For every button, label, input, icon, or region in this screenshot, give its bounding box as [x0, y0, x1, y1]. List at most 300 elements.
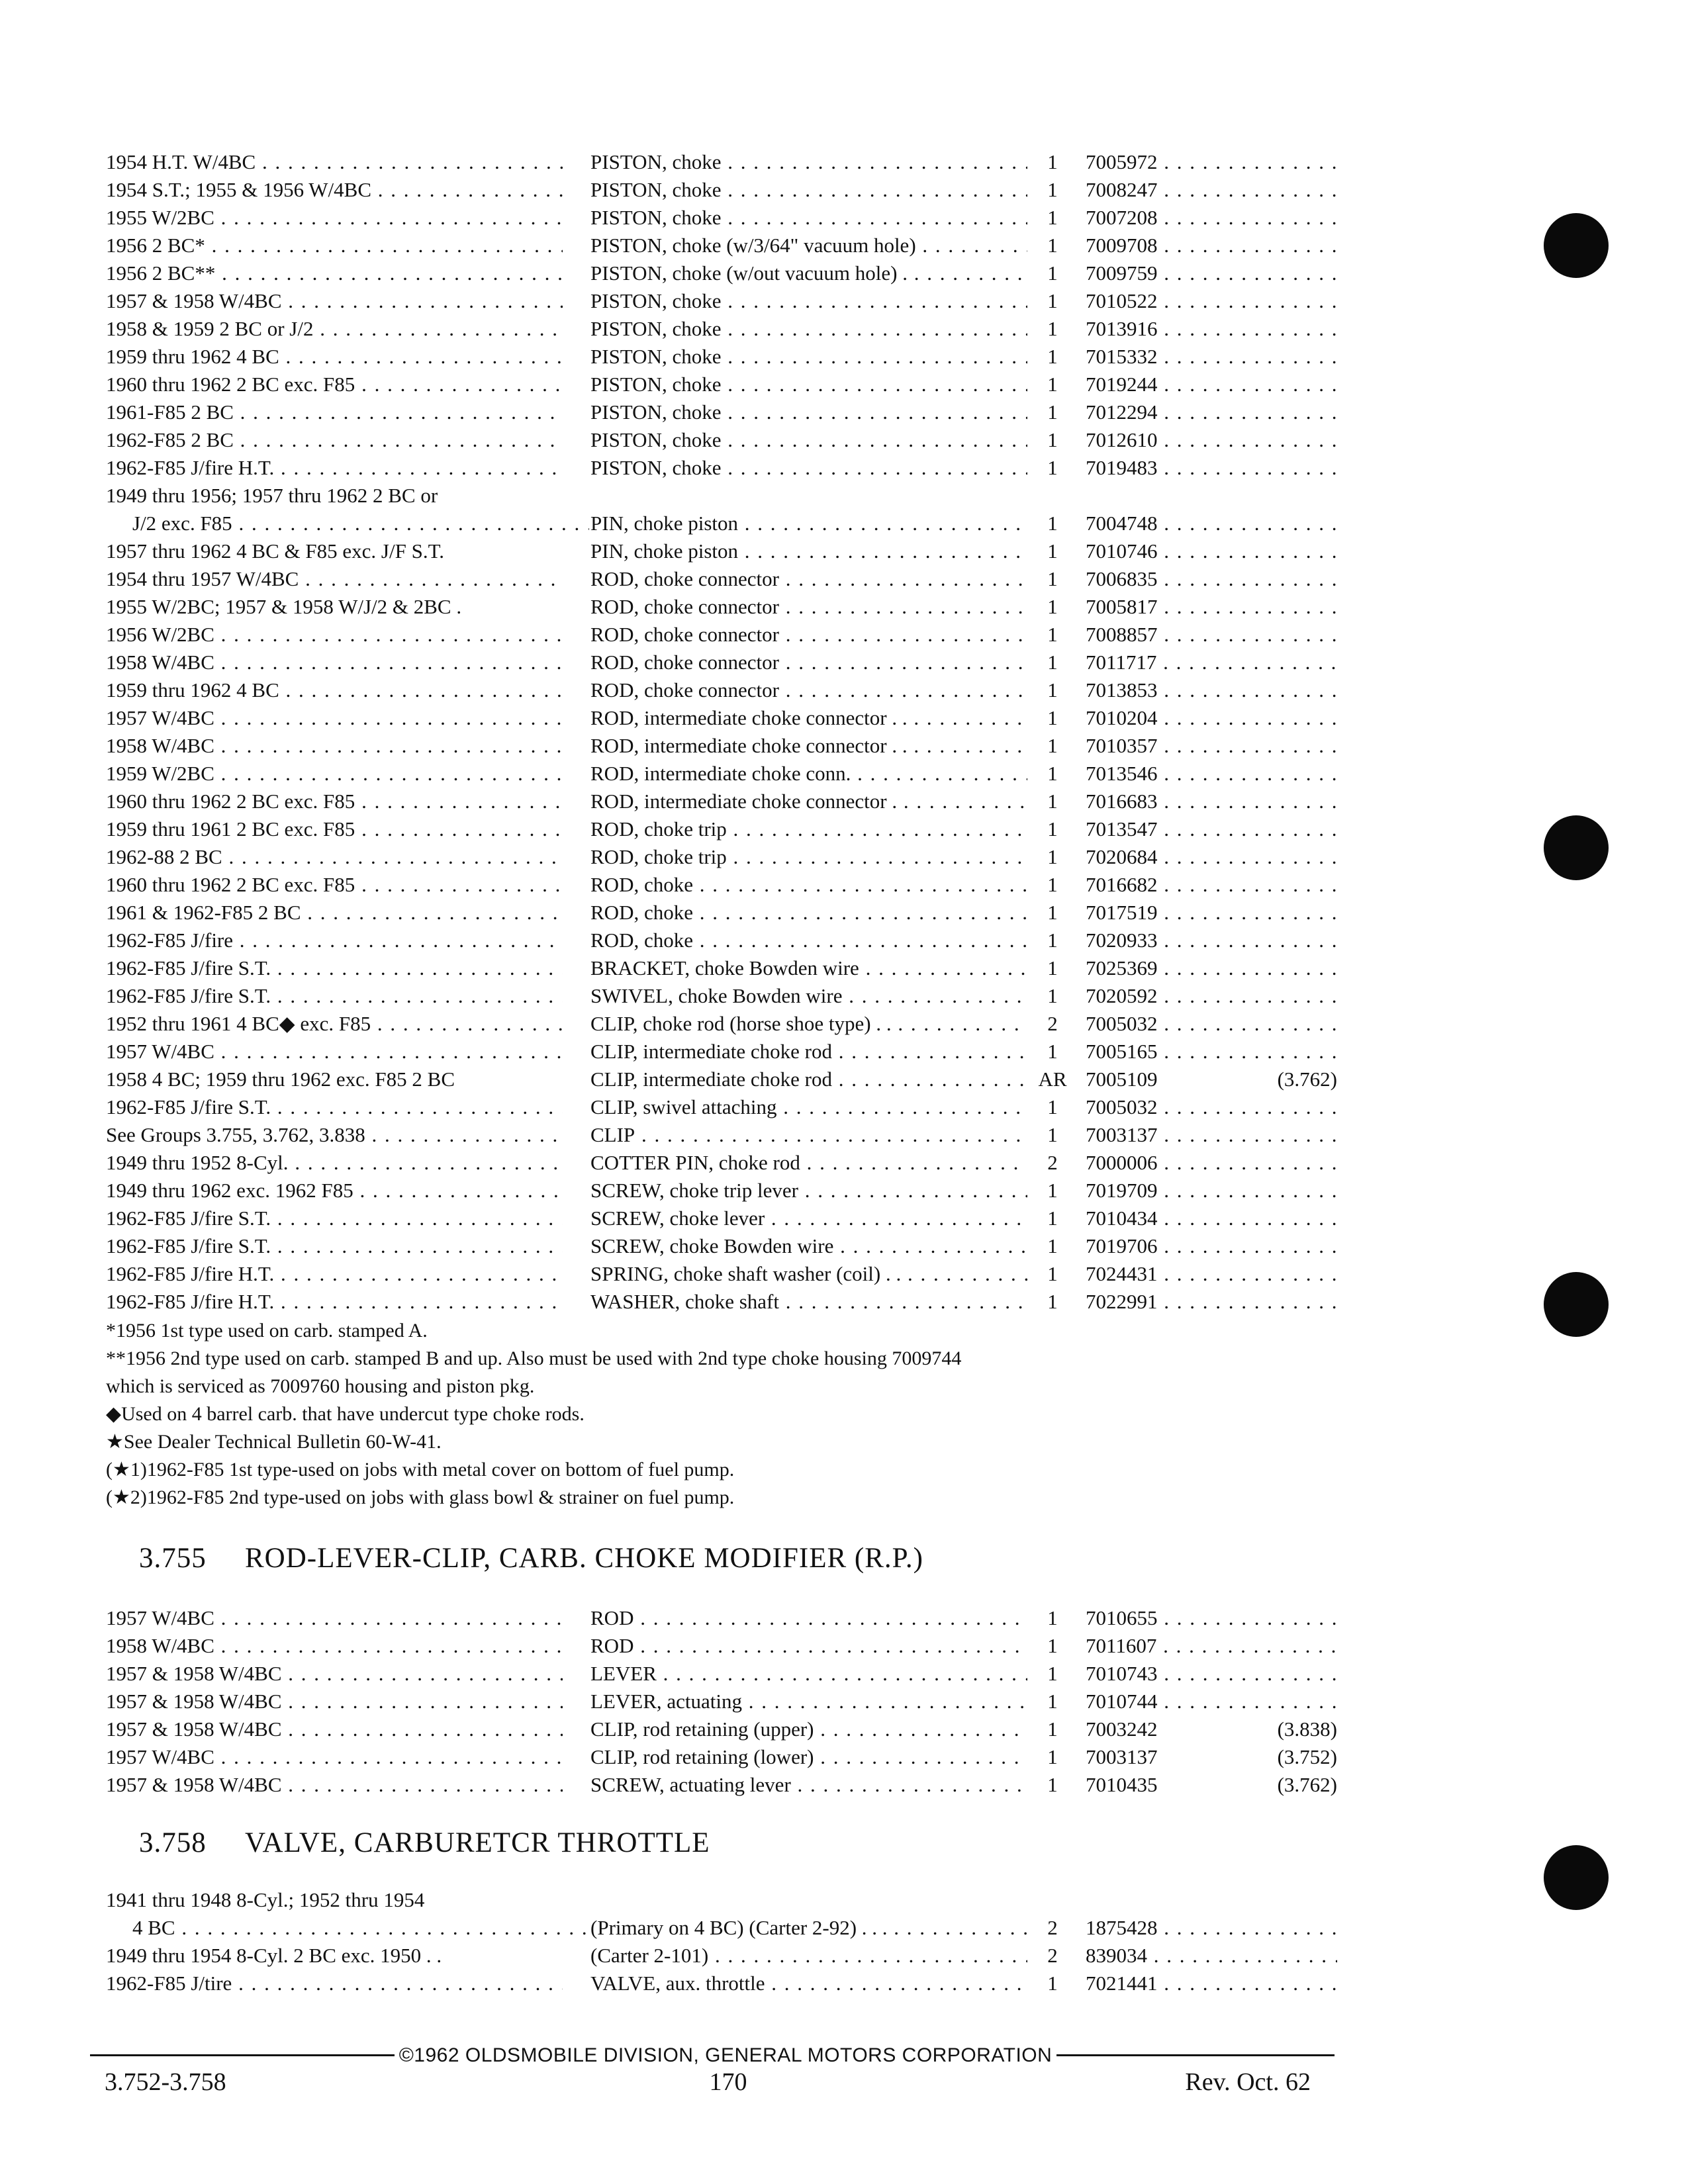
part-number-cell — [1086, 1010, 1337, 1038]
group-reference: (3.838) — [1277, 1717, 1337, 1741]
table-row — [106, 1660, 1337, 1688]
part-name-cell: VALVE, aux. throttle . . . — [590, 1970, 1027, 1997]
part-number-cell — [1086, 871, 1337, 899]
part-name-cell: BRACKET, choke Bowden wire . . . — [590, 954, 1027, 982]
table-row — [106, 760, 1337, 788]
part-number: 7005165 . . . — [1086, 1038, 1337, 1066]
part-number-cell — [1086, 1604, 1337, 1632]
part-number: 7012294 . . . — [1086, 398, 1337, 426]
part-number-cell — [1086, 593, 1337, 621]
table-row — [106, 1886, 1337, 1914]
footnote: ★See Dealer Technical Bulletin 60-W-41. — [106, 1431, 442, 1453]
part-number-cell — [1086, 649, 1337, 676]
part-number-cell — [1086, 1066, 1337, 1093]
part-name-cell: SCREW, choke lever . . . — [590, 1205, 1027, 1232]
group-range: 3.752-3.758 — [105, 2068, 226, 2096]
table-row — [106, 1010, 1337, 1038]
quantity-cell: 1 — [1047, 289, 1058, 312]
part-number: 7022991 . . . — [1086, 1288, 1337, 1316]
part-number: 7010744 . . . — [1086, 1688, 1337, 1715]
rule-left — [90, 2054, 395, 2056]
part-name-cell: ROD, choke . . . — [590, 899, 1027, 927]
quantity-cell: 1 — [1047, 428, 1058, 451]
quantity-cell: AR — [1038, 1068, 1067, 1091]
part-name-cell: LEVER . . . — [590, 1660, 1027, 1688]
footnote: (★2)1962-F85 2nd type-used on jobs with glass bowl & strainer on fuel pump. — [106, 1486, 735, 1508]
footnote: *1956 1st type used on carb. stamped A. — [106, 1320, 428, 1342]
table-row — [106, 1632, 1337, 1660]
quantity-cell: 1 — [1047, 345, 1058, 368]
part-name-cell: LEVER, actuating . . . — [590, 1688, 1027, 1715]
part-name-cell: PISTON, choke . . . — [590, 454, 1027, 482]
quantity-cell: 1 — [1047, 651, 1058, 674]
application-cell: 1957 W/4BC . . . — [106, 1038, 563, 1066]
application-cell: 1962-F85 2 BC . . . — [106, 426, 563, 454]
part-number: 7010743 . . . — [1086, 1660, 1337, 1688]
table-row — [106, 927, 1337, 954]
revision-date: Rev. Oct. 62 — [1185, 2068, 1311, 2096]
part-number: 7005109 — [1086, 1068, 1158, 1091]
part-name-cell: SCREW, choke trip lever . . . — [590, 1177, 1027, 1205]
part-name-cell: CLIP, rod retaining (lower) . . . — [590, 1743, 1027, 1771]
application-cell: 1955 W/2BC; 1957 & 1958 W/J/2 & 2BC . — [106, 595, 462, 618]
table-row — [106, 593, 1337, 621]
part-name-cell: ROD, choke connector . . . — [590, 593, 1027, 621]
part-number: 7010204 . . . — [1086, 704, 1337, 732]
application-cell: 1957 W/4BC . . . — [106, 704, 563, 732]
application-cell: 1958 & 1959 2 BC or J/2 . . . — [106, 315, 563, 343]
quantity-cell: 2 — [1047, 1151, 1058, 1174]
quantity-cell: 1 — [1047, 206, 1058, 229]
table-row — [106, 899, 1337, 927]
binder-hole — [1544, 1845, 1609, 1910]
part-number-cell — [1086, 1288, 1337, 1316]
quantity-cell: 2 — [1047, 1916, 1058, 1939]
part-number-cell — [1086, 927, 1337, 954]
part-name-cell: PISTON, choke (w/out vacuum hole) . . . . — [590, 259, 1027, 287]
part-number-cell — [1086, 1743, 1337, 1771]
part-number: 7010655 . . . — [1086, 1604, 1337, 1632]
part-number: 7012610 . . . — [1086, 426, 1337, 454]
part-number-cell — [1086, 899, 1337, 927]
table-row — [106, 371, 1337, 398]
application-cell: 1962-F85 J/fire . . . — [106, 927, 563, 954]
table-row — [106, 1771, 1337, 1799]
part-name-cell: ROD . . . — [590, 1632, 1027, 1660]
table-row — [106, 954, 1337, 982]
application-cell: 1959 thru 1962 4 BC . . . — [106, 676, 563, 704]
part-number: 7008857 . . . — [1086, 621, 1337, 649]
table-row — [106, 1232, 1337, 1260]
table-row — [106, 788, 1337, 815]
parts-table-3755 — [106, 1604, 1337, 1799]
quantity-cell: 1 — [1047, 1262, 1058, 1285]
group-reference: (3.762) — [1277, 1773, 1337, 1796]
part-name-cell: ROD . . . — [590, 1604, 1027, 1632]
part-number: 7019244 . . . — [1086, 371, 1337, 398]
quantity-cell: 1 — [1047, 595, 1058, 618]
quantity-cell: 1 — [1047, 234, 1058, 257]
application-cell: 1962-F85 J/fire H.T. . . . — [106, 454, 563, 482]
application-cell: 1959 thru 1962 4 BC . . . — [106, 343, 563, 371]
binder-hole — [1544, 1272, 1609, 1337]
table-row — [106, 1149, 1337, 1177]
application-cell: 1962-F85 J/fire S.T. . . . — [106, 982, 563, 1010]
quantity-cell: 1 — [1047, 1179, 1058, 1202]
part-number: 7010522 . . . — [1086, 287, 1337, 315]
table-row — [106, 537, 1337, 565]
application-cell: 1941 thru 1948 8-Cyl.; 1952 thru 1954 — [106, 1888, 425, 1911]
part-number-cell — [1086, 1660, 1337, 1688]
section-title: ROD-LEVER-CLIP, CARB. CHOKE MODIFIER (R.P.) — [245, 1543, 923, 1574]
part-number-cell — [1086, 232, 1337, 259]
application-cell: 1962-F85 J/tire . . . — [106, 1970, 563, 1997]
part-number: 7000006 . . . — [1086, 1149, 1337, 1177]
quantity-cell: 1 — [1047, 1606, 1058, 1629]
part-number: 7017519 . . . — [1086, 899, 1337, 927]
table-row — [106, 1715, 1337, 1743]
quantity-cell: 1 — [1047, 623, 1058, 646]
part-number-cell — [1086, 1149, 1337, 1177]
part-number: 7011717 . . . — [1086, 649, 1337, 676]
part-name-cell: PISTON, choke . . . — [590, 371, 1027, 398]
quantity-cell: 2 — [1047, 1944, 1058, 1967]
section-number: 3.755 — [139, 1543, 207, 1574]
part-number: 7009708 . . . — [1086, 232, 1337, 259]
part-number-cell — [1086, 982, 1337, 1010]
table-row — [106, 649, 1337, 676]
footnote: (★1)1962-F85 1st type-used on jobs with metal cover on bottom of fuel pump. — [106, 1459, 735, 1480]
page-number: 170 — [709, 2068, 747, 2096]
section-heading — [139, 1827, 710, 1859]
quantity-cell: 1 — [1047, 512, 1058, 535]
quantity-cell: 1 — [1047, 706, 1058, 729]
quantity-cell: 1 — [1047, 373, 1058, 396]
table-row — [106, 732, 1337, 760]
binder-hole — [1544, 815, 1609, 880]
part-number-cell — [1086, 259, 1337, 287]
quantity-cell: 1 — [1047, 1234, 1058, 1257]
section-number: 3.758 — [139, 1827, 207, 1858]
part-name-cell: ROD, intermediate choke connector . . . . — [590, 788, 1027, 815]
part-name-cell: ROD, choke . . . — [590, 871, 1027, 899]
application-cell: 1962-F85 J/fire S.T. . . . — [106, 1205, 563, 1232]
application-cell: 1960 thru 1962 2 BC exc. F85 . . . — [106, 788, 563, 815]
quantity-cell: 1 — [1047, 1717, 1058, 1741]
part-number: 7015332 . . . — [1086, 343, 1337, 371]
application-cell: 1954 S.T.; 1955 & 1956 W/4BC . . . — [106, 176, 563, 204]
part-number: 7010434 . . . — [1086, 1205, 1337, 1232]
application-cell: 1957 & 1958 W/4BC . . . — [106, 1715, 563, 1743]
table-row — [106, 1093, 1337, 1121]
part-number-cell — [1086, 1205, 1337, 1232]
application-cell: 1961-F85 2 BC . . . — [106, 398, 563, 426]
part-number: 7020933 . . . — [1086, 927, 1337, 954]
part-number-cell — [1086, 1632, 1337, 1660]
part-name-cell: PISTON, choke . . . — [590, 315, 1027, 343]
part-number-cell — [1086, 1121, 1337, 1149]
table-row — [106, 1260, 1337, 1288]
quantity-cell: 1 — [1047, 1123, 1058, 1146]
application-cell: 1962-F85 J/fire H.T. . . . — [106, 1260, 563, 1288]
section-heading — [139, 1542, 923, 1574]
copyright-rule — [90, 2042, 1335, 2069]
quantity-cell: 1 — [1047, 817, 1058, 841]
application-cell: 1958 W/4BC . . . — [106, 649, 563, 676]
quantity-cell: 1 — [1047, 1634, 1058, 1657]
part-number-cell — [1086, 1886, 1337, 1914]
table-row — [106, 343, 1337, 371]
quantity-cell: 1 — [1047, 261, 1058, 285]
part-number: 7004748 . . . — [1086, 510, 1337, 537]
application-cell: 1955 W/2BC . . . — [106, 204, 563, 232]
part-name-cell: CLIP, intermediate choke rod . . . — [590, 1066, 1027, 1093]
quantity-cell: 1 — [1047, 150, 1058, 173]
part-name-cell: ROD, choke connector . . . — [590, 649, 1027, 676]
table-row — [106, 843, 1337, 871]
part-number: 7009759 . . . — [1086, 259, 1337, 287]
application-cell: 1960 thru 1962 2 BC exc. F85 . . . — [106, 871, 563, 899]
table-row — [106, 287, 1337, 315]
part-number-cell — [1086, 732, 1337, 760]
table-row — [106, 1914, 1337, 1942]
part-number: 7016682 . . . — [1086, 871, 1337, 899]
application-cell: 1962-F85 J/fire S.T. . . . — [106, 954, 563, 982]
part-number: 7019706 . . . — [1086, 1232, 1337, 1260]
part-number-cell — [1086, 426, 1337, 454]
part-name-cell: (Primary on 4 BC) (Carter 2-92) . . . . . . — [590, 1914, 1027, 1942]
part-number-cell — [1086, 1942, 1337, 1970]
part-name-cell: PISTON, choke . . . — [590, 287, 1027, 315]
part-name-cell: CLIP, rod retaining (upper) . . . — [590, 1715, 1027, 1743]
quantity-cell: 1 — [1047, 956, 1058, 979]
part-name-cell: ROD, choke connector . . . — [590, 676, 1027, 704]
quantity-cell: 1 — [1047, 1972, 1058, 1995]
part-number: 7013853 . . . — [1086, 676, 1337, 704]
table-row — [106, 1288, 1337, 1316]
table-row — [106, 510, 1337, 537]
part-number: 7013546 . . . — [1086, 760, 1337, 788]
footnote: which is serviced as 7009760 housing and piston pkg. — [106, 1375, 535, 1397]
footnotes — [106, 1317, 1364, 1512]
part-number-cell — [1086, 1093, 1337, 1121]
part-name-cell: PISTON, choke . . . — [590, 426, 1027, 454]
application-cell: 1962-F85 J/fire S.T. . . . — [106, 1093, 563, 1121]
part-number-cell — [1086, 1177, 1337, 1205]
part-name-cell: WASHER, choke shaft . . . — [590, 1288, 1027, 1316]
table-row — [106, 176, 1337, 204]
part-number-cell — [1086, 176, 1337, 204]
part-name-cell: PISTON, choke . . . — [590, 398, 1027, 426]
quantity-cell: 1 — [1047, 456, 1058, 479]
binder-hole — [1544, 213, 1609, 278]
part-number-cell — [1086, 343, 1337, 371]
part-number: 7008247 . . . — [1086, 176, 1337, 204]
part-name-cell: PISTON, choke . . . — [590, 176, 1027, 204]
part-number-cell — [1086, 482, 1337, 510]
rule-right — [1056, 2054, 1335, 2056]
part-name-cell: ROD, intermediate choke connector . . . . . — [590, 704, 1027, 732]
table-row — [106, 454, 1337, 482]
part-number-cell — [1086, 788, 1337, 815]
part-number-cell — [1086, 315, 1337, 343]
table-row — [106, 704, 1337, 732]
application-cell: 1954 H.T. W/4BC . . . — [106, 148, 563, 176]
quantity-cell: 1 — [1047, 1773, 1058, 1796]
part-name-cell: CLIP, intermediate choke rod . . . — [590, 1038, 1027, 1066]
application-cell: 1959 W/2BC . . . — [106, 760, 563, 788]
footnote: **1956 2nd type used on carb. stamped B and up. Also must be used with 2nd type choke housing 7009744 — [106, 1347, 962, 1369]
part-name-cell: ROD, intermediate choke connector . . . . . — [590, 732, 1027, 760]
quantity-cell: 1 — [1047, 178, 1058, 201]
quantity-cell: 1 — [1047, 539, 1058, 563]
application-cell: 4 BC . . . — [106, 1914, 589, 1942]
application-cell: 1962-F85 J/fire S.T. . . . — [106, 1232, 563, 1260]
application-cell: J/2 exc. F85 . . . — [106, 510, 589, 537]
part-number: 7003137 — [1086, 1745, 1158, 1768]
table-row — [106, 1743, 1337, 1771]
part-name-cell: ROD, choke trip . . . — [590, 843, 1027, 871]
table-row — [106, 259, 1337, 287]
quantity-cell: 1 — [1047, 1690, 1058, 1713]
quantity-cell: 1 — [1047, 1290, 1058, 1313]
copyright-text: ©1962 OLDSMOBILE DIVISION, GENERAL MOTORS CORPORATION — [399, 2044, 1053, 2066]
part-name-cell: ROD, choke connector . . . — [590, 565, 1027, 593]
part-number: 7021441 . . . — [1086, 1970, 1337, 1997]
part-number-cell — [1086, 287, 1337, 315]
part-number: 7019483 . . . — [1086, 454, 1337, 482]
part-name-cell: ROD, intermediate choke conn. . . . — [590, 760, 1027, 788]
parts-table-3752 — [106, 148, 1337, 1316]
part-name-cell: CLIP . . . — [590, 1121, 1027, 1149]
part-number-cell — [1086, 565, 1337, 593]
part-number: 7007208 . . . — [1086, 204, 1337, 232]
part-number-cell — [1086, 1038, 1337, 1066]
part-name-cell: ROD, choke connector . . . — [590, 621, 1027, 649]
part-number-cell — [1086, 1232, 1337, 1260]
quantity-cell: 1 — [1047, 1206, 1058, 1230]
part-name-cell: SCREW, choke Bowden wire . . . — [590, 1232, 1027, 1260]
table-row — [106, 621, 1337, 649]
part-number: 7005972 . . . — [1086, 148, 1337, 176]
part-name-cell: PISTON, choke . . . — [590, 343, 1027, 371]
quantity-cell: 1 — [1047, 762, 1058, 785]
part-number: 7003242 — [1086, 1717, 1158, 1741]
application-cell: 1949 thru 1952 8-Cyl. . . . — [106, 1149, 563, 1177]
quantity-cell: 1 — [1047, 1040, 1058, 1063]
part-number: 839034 . . . — [1086, 1942, 1337, 1970]
application-cell: 1958 W/4BC . . . — [106, 1632, 563, 1660]
part-number-cell — [1086, 1688, 1337, 1715]
table-row — [106, 1604, 1337, 1632]
table-row — [106, 1688, 1337, 1715]
part-number: 7020684 . . . — [1086, 843, 1337, 871]
application-cell: 1956 2 BC* . . . — [106, 232, 563, 259]
table-row — [106, 815, 1337, 843]
part-number: 7019709 . . . — [1086, 1177, 1337, 1205]
application-cell: 1957 W/4BC . . . — [106, 1604, 563, 1632]
application-cell: 1949 thru 1956; 1957 thru 1962 2 BC or — [106, 484, 438, 507]
quantity-cell: 1 — [1047, 984, 1058, 1007]
part-number-cell — [1086, 1970, 1337, 1997]
table-row — [106, 315, 1337, 343]
table-row — [106, 1205, 1337, 1232]
part-name-cell: CLIP, choke rod (horse shoe type) . . . . . — [590, 1010, 1027, 1038]
part-number-cell — [1086, 1914, 1337, 1942]
part-number: 7010357 . . . — [1086, 732, 1337, 760]
quantity-cell: 1 — [1047, 1745, 1058, 1768]
part-name-cell: ROD, choke . . . — [590, 927, 1027, 954]
table-row — [106, 565, 1337, 593]
application-cell: 1958 4 BC; 1959 thru 1962 exc. F85 2 BC — [106, 1068, 455, 1091]
part-number: 7006835 . . . — [1086, 565, 1337, 593]
quantity-cell: 1 — [1047, 873, 1058, 896]
quantity-cell: 1 — [1047, 845, 1058, 868]
group-reference: (3.752) — [1277, 1745, 1337, 1768]
quantity-cell: 1 — [1047, 901, 1058, 924]
part-number: 7024431 . . . — [1086, 1260, 1337, 1288]
part-name-cell: PISTON, choke . . . — [590, 148, 1027, 176]
application-cell: 1957 & 1958 W/4BC . . . — [106, 1688, 563, 1715]
application-cell: 1957 W/4BC . . . — [106, 1743, 563, 1771]
part-number: 7020592 . . . — [1086, 982, 1337, 1010]
part-number: 7013916 . . . — [1086, 315, 1337, 343]
application-cell: 1959 thru 1961 2 BC exc. F85 . . . — [106, 815, 563, 843]
part-name-cell: SCREW, actuating lever . . . — [590, 1771, 1027, 1799]
part-name-cell: PISTON, choke . . . — [590, 204, 1027, 232]
part-number-cell — [1086, 1715, 1337, 1743]
application-cell: 1961 & 1962-F85 2 BC . . . — [106, 899, 563, 927]
table-row — [106, 426, 1337, 454]
part-number-cell — [1086, 204, 1337, 232]
application-cell: 1949 thru 1962 exc. 1962 F85 . . . — [106, 1177, 563, 1205]
part-name-cell: PISTON, choke (w/3/64" vacuum hole) . . . — [590, 232, 1027, 259]
quantity-cell: 1 — [1047, 734, 1058, 757]
part-name-cell: CLIP, swivel attaching . . . — [590, 1093, 1027, 1121]
parts-table-3758 — [106, 1886, 1337, 1997]
quantity-cell: 1 — [1047, 1662, 1058, 1685]
table-row — [106, 982, 1337, 1010]
part-number-cell — [1086, 704, 1337, 732]
application-cell: 1957 & 1958 W/4BC . . . — [106, 1771, 563, 1799]
table-row — [106, 1038, 1337, 1066]
table-row — [106, 1942, 1337, 1970]
quantity-cell: 2 — [1047, 1012, 1058, 1035]
table-row — [106, 1970, 1337, 1997]
quantity-cell: 1 — [1047, 1095, 1058, 1118]
part-name-cell: ROD, choke trip . . . — [590, 815, 1027, 843]
part-number-cell — [1086, 815, 1337, 843]
part-number-cell — [1086, 1771, 1337, 1799]
part-name-cell: (Carter 2-101) . . . — [590, 1942, 1027, 1970]
table-row — [106, 676, 1337, 704]
part-number: 7003137 . . . — [1086, 1121, 1337, 1149]
quantity-cell: 1 — [1047, 929, 1058, 952]
part-number: 7010435 — [1086, 1773, 1158, 1796]
part-number-cell — [1086, 148, 1337, 176]
application-cell: 1962-F85 J/fire H.T. . . . — [106, 1288, 563, 1316]
part-number: 7016683 . . . — [1086, 788, 1337, 815]
application-cell: 1962-88 2 BC . . . — [106, 843, 563, 871]
table-row — [106, 398, 1337, 426]
table-row — [106, 232, 1337, 259]
part-name-cell: COTTER PIN, choke rod . . . — [590, 1149, 1027, 1177]
quantity-cell: 1 — [1047, 317, 1058, 340]
table-row — [106, 1066, 1337, 1093]
quantity-cell: 1 — [1047, 790, 1058, 813]
part-number-cell — [1086, 371, 1337, 398]
table-row — [106, 482, 1337, 510]
